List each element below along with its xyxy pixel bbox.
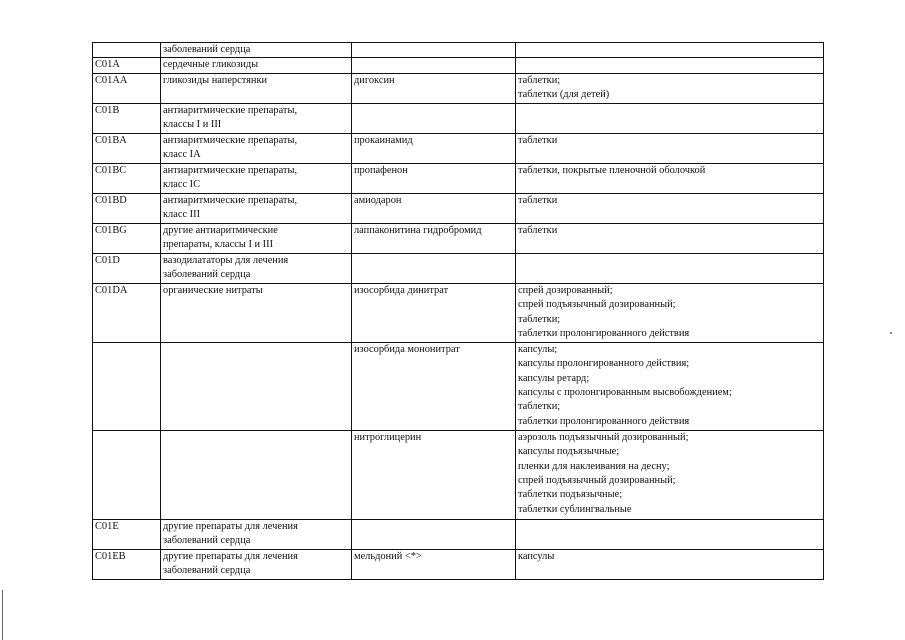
- dosage-form-cell: [516, 133, 824, 163]
- atc-code-cell: C01BC: [93, 163, 161, 193]
- atc-code-cell: C01DA: [93, 283, 161, 342]
- dosage-form-line: капсулы;: [518, 343, 558, 355]
- atc-code-cell: C01BG: [93, 223, 161, 253]
- atc-code-cell: C01AA: [93, 73, 161, 103]
- dosage-form-cell: [516, 283, 824, 342]
- table-row: [93, 58, 824, 73]
- dosage-form-line: капсулы: [518, 550, 555, 562]
- atc-code-cell: C01B: [93, 103, 161, 133]
- atc-group-cell: антиаритмические препараты, класс III: [161, 193, 352, 223]
- dosage-form-cell: [516, 519, 824, 549]
- atc-group-cell: другие препараты для лечения заболеваний сердца: [161, 549, 352, 579]
- dosage-form-cell: [516, 163, 824, 193]
- drug-name-cell: мельдоний <*>: [352, 549, 516, 579]
- dosage-form-line: таблетки: [518, 224, 558, 236]
- atc-code-cell: [93, 430, 161, 519]
- atc-group-cell: антиаритмические препараты, класс IC: [161, 163, 352, 193]
- dosage-form-line: таблетки;: [518, 401, 561, 413]
- dosage-form-line: таблетки подъязычные;: [518, 489, 623, 501]
- atc-group-cell: вазодилататоры для лечения заболеваний сердца: [161, 253, 352, 283]
- table-row: [93, 549, 824, 579]
- dosage-form-cell: [516, 43, 824, 58]
- atc-code-cell: C01D: [93, 253, 161, 283]
- atc-code-cell: C01A: [93, 58, 161, 73]
- dosage-form-cell: [516, 430, 824, 519]
- table-row: [93, 133, 824, 163]
- dosage-form-line: таблетки (для детей): [518, 89, 610, 101]
- atc-code-cell: C01BA: [93, 133, 161, 163]
- drug-name-cell: лаппаконитина гидробромид: [352, 223, 516, 253]
- dosage-form-cell: [516, 193, 824, 223]
- drug-name-cell: нитроглицерин: [352, 430, 516, 519]
- atc-group-cell: гликозиды наперстянки: [161, 73, 352, 103]
- atc-code-cell: C01BD: [93, 193, 161, 223]
- dosage-form-line: таблетки сублингвальные: [518, 503, 632, 515]
- atc-group-cell: антиаритмические препараты, класс IA: [161, 133, 352, 163]
- dosage-form-line: спрей подъязычный дозированный;: [518, 475, 676, 487]
- drug-name-cell: прокаинамид: [352, 133, 516, 163]
- dosage-form-line: спрей подъязычный дозированный;: [518, 299, 676, 311]
- table-row: [93, 253, 824, 283]
- table-row: [93, 519, 824, 549]
- drug-name-cell: [352, 519, 516, 549]
- table-row: [93, 223, 824, 253]
- atc-group-cell: [161, 430, 352, 519]
- dosage-form-line: аэрозоль подъязычный дозированный;: [518, 431, 689, 443]
- dosage-form-cell: [516, 73, 824, 103]
- dosage-form-line: капсулы ретард;: [518, 372, 590, 384]
- dosage-form-cell: [516, 223, 824, 253]
- drug-name-cell: изосорбида мононитрат: [352, 342, 516, 430]
- table-row: [93, 43, 824, 58]
- drug-name-cell: дигоксин: [352, 73, 516, 103]
- dosage-form-line: таблетки пролонгированного действия: [518, 328, 690, 340]
- drug-name-cell: [352, 103, 516, 133]
- scan-margin-line: [2, 590, 3, 640]
- dosage-form-cell: [516, 342, 824, 430]
- table-row: [93, 103, 824, 133]
- drug-name-cell: [352, 43, 516, 58]
- atc-code-cell: [93, 43, 161, 58]
- table-row: [93, 73, 824, 103]
- atc-group-cell: другие препараты для лечения заболеваний сердца: [161, 519, 352, 549]
- atc-group-cell: другие антиаритмические препараты, классы I и III: [161, 223, 352, 253]
- drug-name-cell: пропафенон: [352, 163, 516, 193]
- drug-name-cell: [352, 58, 516, 73]
- table-row: [93, 283, 824, 342]
- dosage-form-cell: [516, 103, 824, 133]
- scan-speck: [890, 332, 892, 334]
- atc-group-cell: [161, 342, 352, 430]
- dosage-form-line: капсулы пролонгированного действия;: [518, 358, 690, 370]
- atc-group-cell: органические нитраты: [161, 283, 352, 342]
- atc-group-cell: антиаритмические препараты, классы I и III: [161, 103, 352, 133]
- dosage-form-line: таблетки;: [518, 313, 561, 325]
- atc-code-cell: C01E: [93, 519, 161, 549]
- drug-name-cell: амиодарон: [352, 193, 516, 223]
- dosage-form-line: таблетки: [518, 134, 558, 146]
- atc-code-cell: C01EB: [93, 549, 161, 579]
- table-row: [93, 430, 824, 519]
- table-row: [93, 163, 824, 193]
- dosage-form-line: пленки для наклеивания на десну;: [518, 460, 670, 472]
- atc-group-cell: заболеваний сердца: [161, 43, 352, 58]
- dosage-form-line: таблетки;: [518, 74, 561, 86]
- atc-group-cell: сердечные гликозиды: [161, 58, 352, 73]
- dosage-form-line: капсулы подъязычные;: [518, 446, 620, 458]
- dosage-form-cell: [516, 549, 824, 579]
- table-row: [93, 342, 824, 430]
- dosage-form-line: капсулы с пролонгированным высвобождением;: [518, 387, 732, 399]
- dosage-form-cell: [516, 58, 824, 73]
- drug-name-cell: изосорбида динитрат: [352, 283, 516, 342]
- dosage-form-line: таблетки: [518, 194, 558, 206]
- dosage-form-line: спрей дозированный;: [518, 284, 613, 296]
- dosage-form-line: таблетки пролонгированного действия: [518, 415, 690, 427]
- atc-code-cell: [93, 342, 161, 430]
- table-row: [93, 193, 824, 223]
- drug-name-cell: [352, 253, 516, 283]
- dosage-form-cell: [516, 253, 824, 283]
- atc-drug-table: [92, 42, 824, 580]
- dosage-form-line: таблетки, покрытые пленочной оболочкой: [518, 164, 706, 176]
